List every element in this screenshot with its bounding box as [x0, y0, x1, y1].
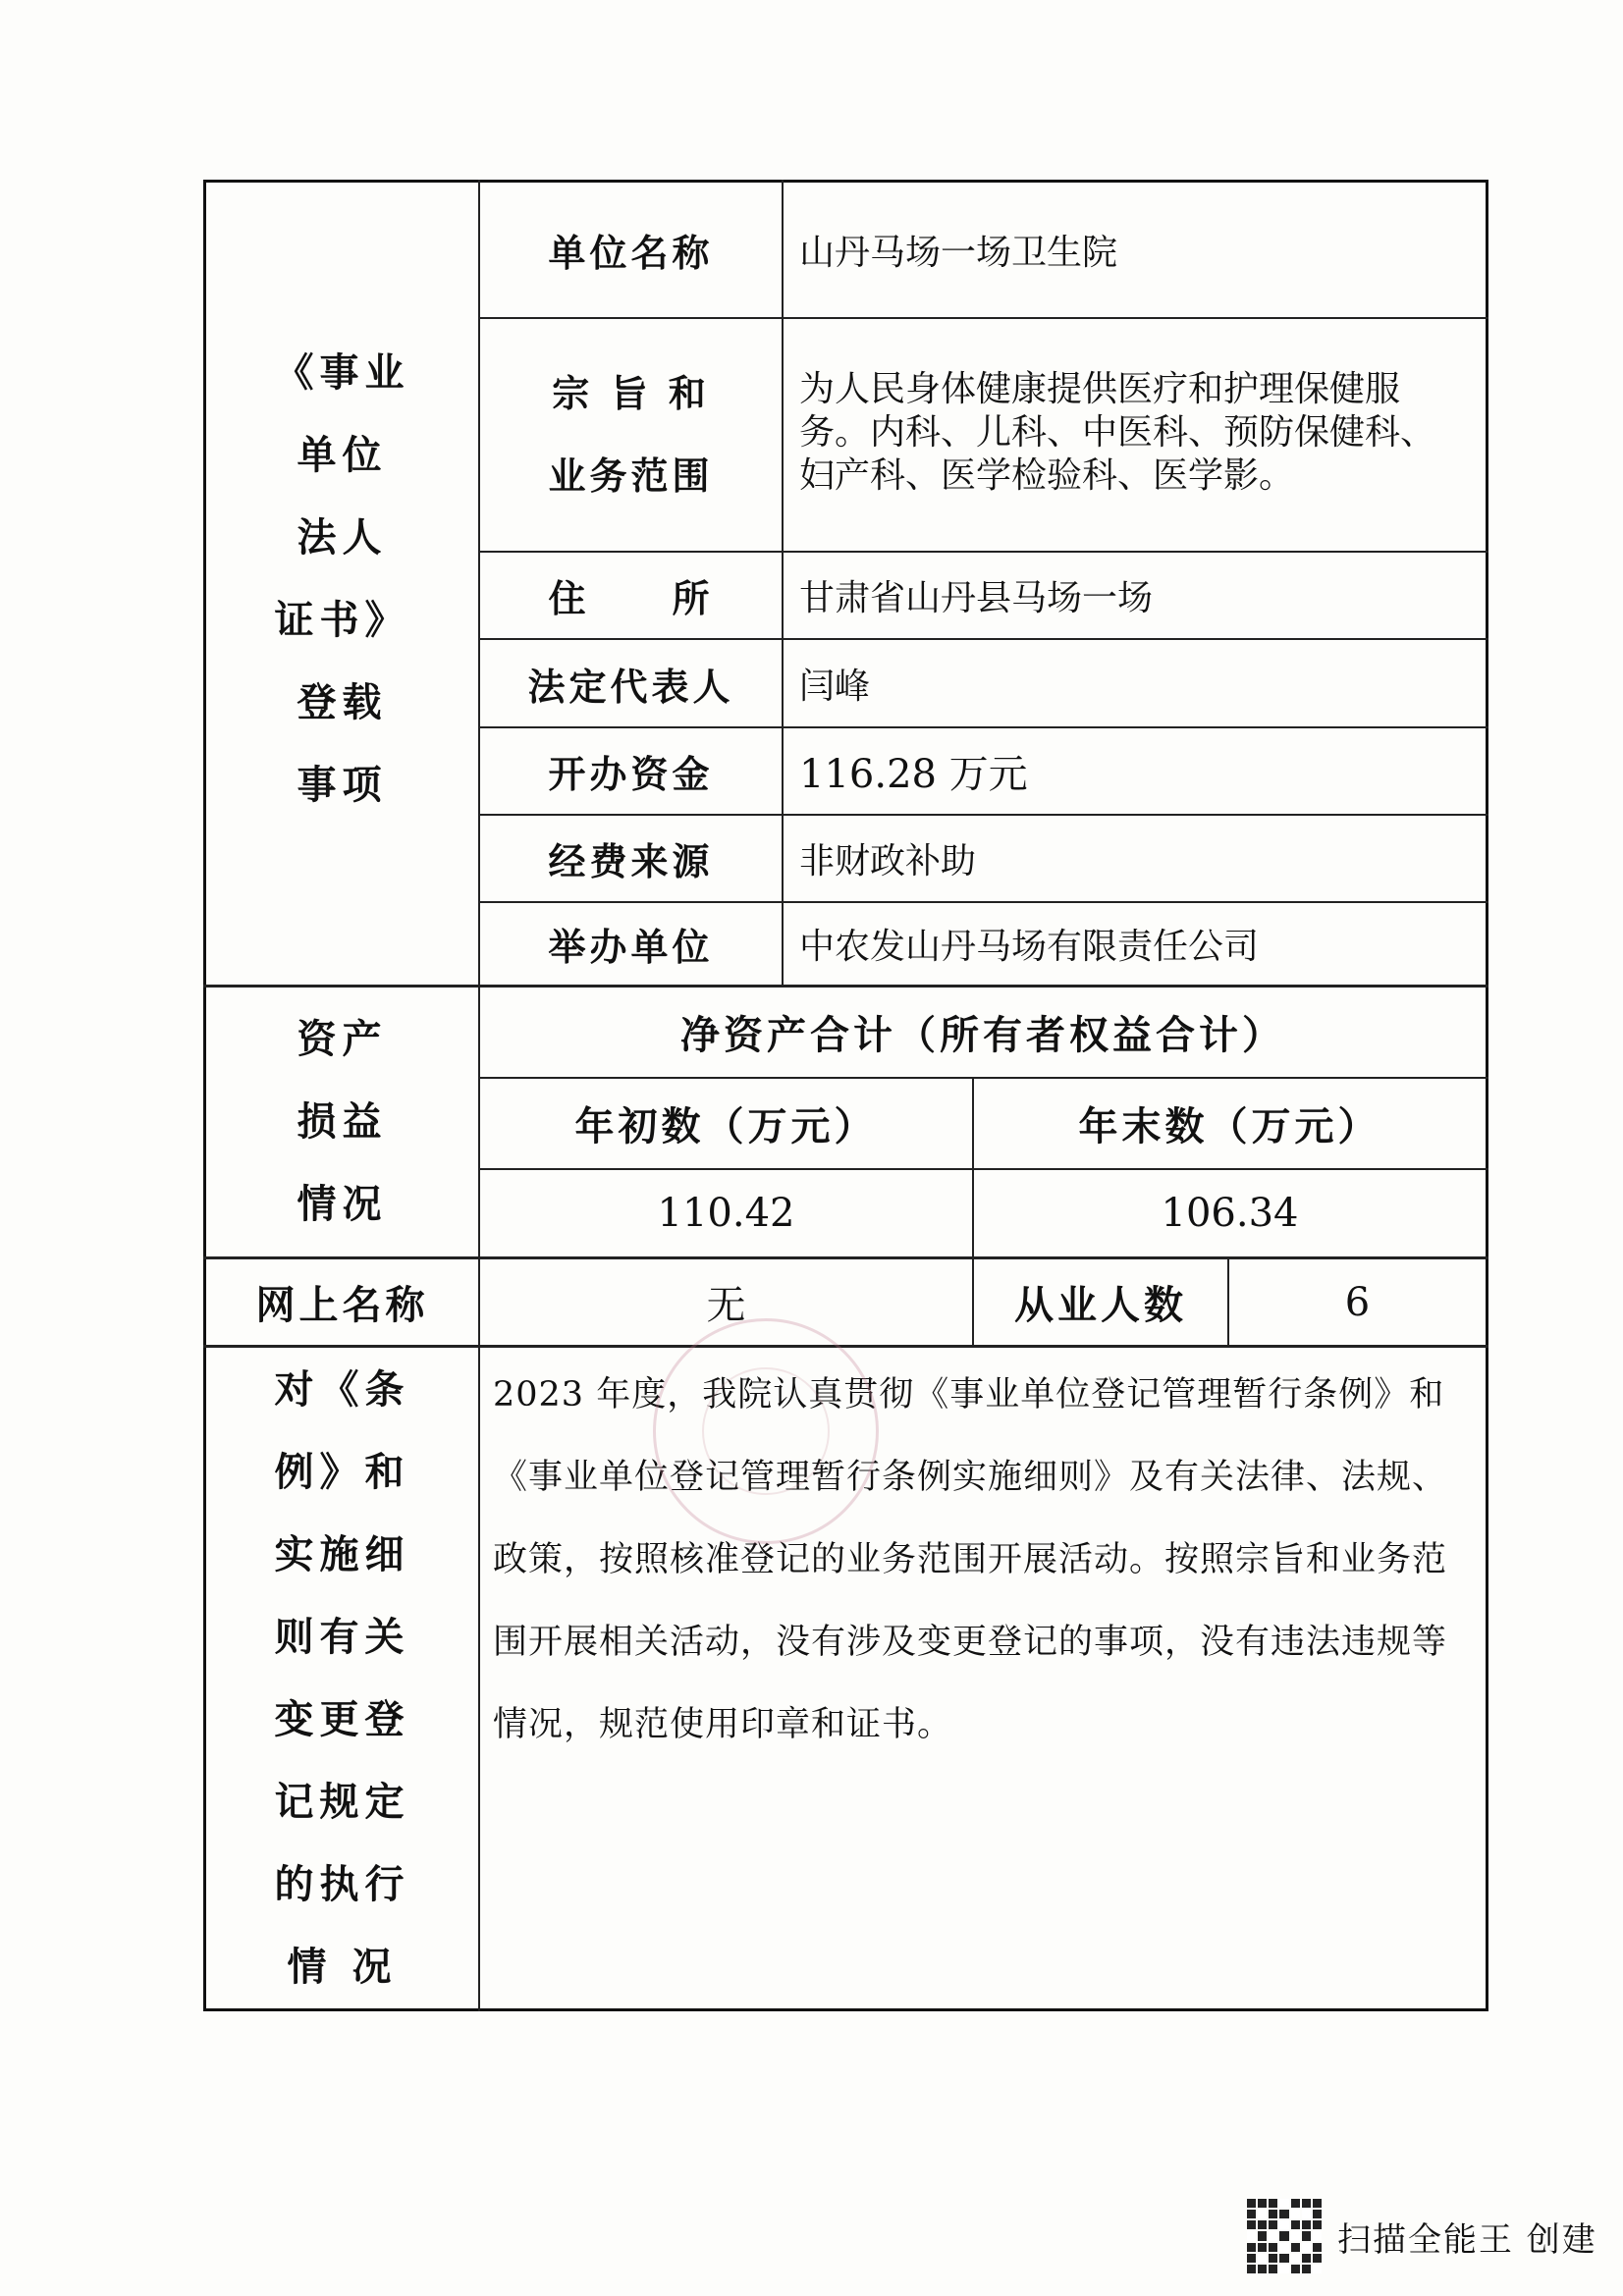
official-seal-inner	[702, 1367, 830, 1495]
title-line: 实施细	[274, 1530, 410, 1577]
qr-code-icon	[1247, 2199, 1322, 2273]
year-start-value: 110.42	[657, 1191, 795, 1236]
title-line: 的执行	[274, 1860, 410, 1907]
title-line: 变更登	[274, 1695, 410, 1742]
execution-text: 2023 年度，我院认真贯彻《事业单位登记管理暂行条例》和《事业单位登记管理暂行条例实施细则》及有关法律、法规、政策，按照核准登记的业务范围开展活动。按照宗旨和业务范围开展相关活动，没有涉及变更登记的事项，没有违法违规等情况，规范使用印章和证书。	[493, 1375, 1448, 1744]
execution-section-title	[206, 1348, 478, 2008]
title-line: 登载	[297, 679, 388, 725]
staff-count-label: 从业人数	[1014, 1282, 1187, 1328]
title-line: 损益	[297, 1098, 388, 1145]
title-line: 资产	[297, 1016, 388, 1062]
title-line: 法人	[297, 514, 388, 561]
registration-section-title	[206, 324, 478, 834]
title-line: 则有关	[274, 1613, 410, 1660]
address-label: 住 所	[548, 576, 714, 620]
legal-rep-label: 法定代表人	[527, 664, 734, 709]
scanner-watermark	[1247, 2199, 1597, 2273]
year-end-value: 106.34	[1161, 1191, 1299, 1236]
address-value: 甘肃省山丹县马场一场	[799, 578, 1154, 618]
online-name-label: 网上名称	[255, 1282, 429, 1328]
footer-text: 扫描全能王 创建	[1337, 2219, 1597, 2260]
unit-name-label: 单位名称	[548, 231, 714, 275]
assets-section-title	[206, 988, 478, 1256]
year-start-label: 年初数（万元）	[574, 1103, 878, 1149]
title-line: 事项	[297, 762, 388, 808]
title-line: 证书》	[274, 597, 410, 643]
funding-source-value: 非财政补助	[799, 841, 977, 881]
staff-count-value: 6	[1344, 1279, 1371, 1325]
purpose-label-line: 宗 旨 和	[552, 371, 710, 415]
capital-label: 开办资金	[548, 752, 714, 796]
capital-value: 116.28 万元	[799, 752, 1028, 797]
title-line: 情况	[297, 1181, 388, 1227]
title-line: 对《条	[274, 1365, 410, 1413]
sponsor-label: 举办单位	[548, 925, 714, 969]
year-end-label: 年末数（万元）	[1078, 1103, 1381, 1149]
title-line: 情 况	[287, 1943, 398, 1990]
title-line: 记规定	[274, 1778, 410, 1825]
title-line: 例》和	[274, 1448, 410, 1495]
online-name-value: 无	[706, 1283, 746, 1328]
unit-name-value: 山丹马场一场卫生院	[799, 233, 1118, 273]
title-line: 单位	[297, 432, 388, 478]
purpose-label	[480, 319, 782, 551]
legal-rep-value: 闫峰	[799, 666, 871, 707]
title-line: 《事业	[274, 349, 410, 396]
purpose-value: 为人民身体健康提供医疗和护理保健服务。内科、儿科、中医科、预防保健科、妇产科、医学检验科、医学影。	[799, 369, 1436, 496]
funding-source-label: 经费来源	[548, 839, 714, 883]
net-assets-header: 净资产合计（所有者权益合计）	[680, 1012, 1285, 1058]
sponsor-value: 中农发山丹马场有限责任公司	[799, 927, 1260, 967]
purpose-label-line: 业务范围	[548, 454, 714, 498]
